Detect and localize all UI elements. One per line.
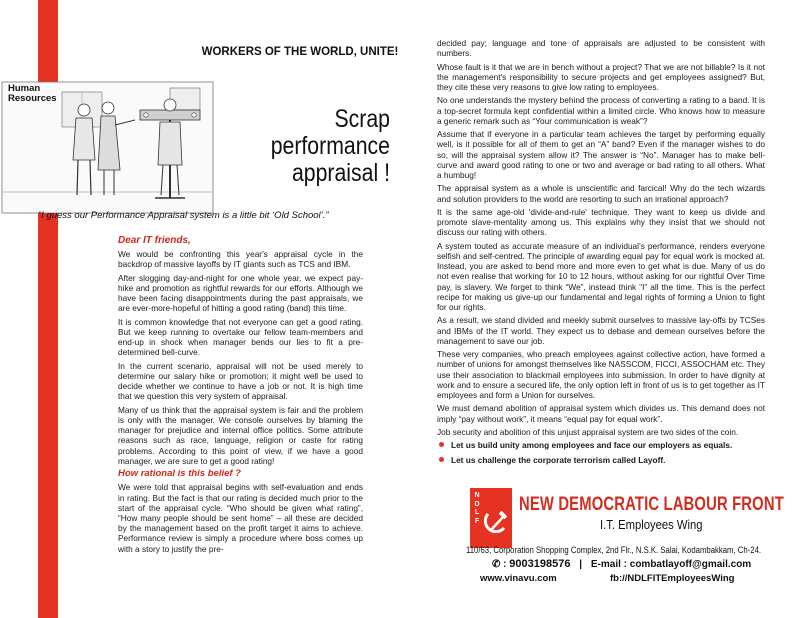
logo-letter: N xyxy=(474,492,480,499)
phone-number[interactable]: 9003198576 xyxy=(509,558,571,570)
email[interactable]: E-mail : combatlayoff@gmail.com xyxy=(590,559,752,570)
paragraph: Job security and abolition of this unjust appraisal system are two sides of the coin. xyxy=(437,426,739,437)
paragraph: No one understands the mystery behind the process of converting a rating to a band. It is a top-secret formula kept confidential within a limited circle. Who knows how to measure a generic remark such as “Your communication is weak”? xyxy=(437,95,765,126)
slogan: WORKERS OF THE WORLD, UNITE! xyxy=(201,46,399,58)
paragraph: A system touted as accurate measure of an individual’s performance, renders everyone selfish and self-centred. The principle of awarding equal pay for equal work is mocked at. Instead, you are asked to bend more and more even to get what is due. Many of us do not even realise that working for 10 to 12 hours, without asking for our rightful Over Time pay, is slavery. We forget to think “We”, instead think “I” all the time. This is the perfect recipe for making us give-up our fundamental and legal rights of forming a Union to fight for our rights. xyxy=(437,240,765,312)
facebook-link[interactable]: fb://NDLFITEmployeesWing xyxy=(610,573,735,584)
paragraph: Whose fault is it that we are in bench without a project? That we are not billable? Is it not the management's responsibility to secure projects and get employees assigned? But, they cite these very reasons to give low rating to employees. xyxy=(437,61,765,92)
separator: | xyxy=(579,559,583,570)
paragraph: decided pay; language and tone of appraisals are adjusted to be consistent with numbers. xyxy=(437,38,765,59)
web-row xyxy=(480,573,735,584)
ndlf-logo xyxy=(470,488,512,548)
paragraph: It is common knowledge that not everyone can get a good rating. But we keep running to overtake our fellow team-members and end-up in shock when manager bends our lies to fit a pre-determined bell-curve. xyxy=(118,316,363,358)
paragraph: In the current scenario, appraisal will not be used merely to determine our salary hike or promotion; it might well be used to decide whether we continue to have a job or not. It is high time that we question this very system of appraisal. xyxy=(118,360,363,402)
cartoon-hr-label-line1: Human xyxy=(8,83,41,94)
website-link[interactable]: www.vinavu.com xyxy=(480,573,557,584)
paragraph: These very companies, who preach employees against collective action, have formed a number of unions for amongst themselves like NASSCOM, FICCI, ASSOCHAM etc. They use their association to blackmail employees into submission. In order to have dignity at work and to ensure a secured life, the only option left in front of us is to get together as IT employees and form a Union for ourselves. xyxy=(437,349,765,400)
left-column xyxy=(118,236,363,557)
organization-address: 110/63, Corporation Shopping Complex, 2nd Flr., N.S.K. Salai, Kodambakkam, Ch-24. xyxy=(466,545,762,555)
contact-row xyxy=(492,558,751,570)
cartoon-hr-label-line2: Resources xyxy=(8,93,57,104)
ndlf-logo-letters xyxy=(472,492,482,526)
greeting: Dear IT friends, xyxy=(118,235,191,246)
headline-line2: performance xyxy=(270,132,390,160)
paragraph: Many of us think that the appraisal system is fair and the problem is only with the manager. We console ourselves by blaming the manager for prejudice and internal office politics. Some attribute reasons such as race, language, religion or caste for rating problems. According to this point of view, if we have a good manager, we are sure to get a good rating! xyxy=(118,404,363,466)
paragraph: We would be confronting this year's appraisal cycle in the backdrop of massive layoffs by IT giants such as TCS and IBM. xyxy=(118,249,363,270)
bullet-item: Let us challenge the corporate terrorism called Layoff. xyxy=(437,455,765,465)
paragraph: After slogging day-and-night for one whole year, we expect pay-hike and promotion as rightful rewards for our efforts. Although we have been facing disappointments during the past appraisals, we are ever-more-hopeful of hitting a good rating (band) this time. xyxy=(118,272,363,314)
headline xyxy=(250,106,390,187)
organization-wing: I.T. Employees Wing xyxy=(600,518,703,532)
paragraph: We were told that appraisal begins with self-evaluation and ends in rating. But the fact is that our rating is decided much prior to the start of the appraisal cycle. “Who should be given what rating”, “How many people should be sent home” – all these are decided by the management based on the profit target it aims to achieve. Performance review is simply a procedure where boss comes up with a story to justify the pre- xyxy=(118,482,363,554)
right-column xyxy=(437,38,765,469)
paragraph: It is the same age-old 'divide-and-rule' technique. They want to keep us divide and promote slave-mentality among us. This explains why they insist that we should not discuss our rating with others. xyxy=(437,206,765,238)
cartoon-caption: “I guess our Performance Appraisal system is a little bit ‘Old School’.” xyxy=(38,210,329,221)
phone-icon: ✆ xyxy=(492,559,501,570)
paragraph: Assume that if everyone in a particular team achieves the target by performing equally well, is it possible for all of them to get an “A” band? Even if the manager wishes to do so, will the appraisal system allow it? The answer is “No”. Manager has to make bell-curve and award good rating to one or two and average or bad rating to all others. What a humbug! xyxy=(437,129,765,180)
bullet-item: Let us build unity among employees and face our employers as equals. xyxy=(437,440,765,450)
subheading: How rational is this belief ? xyxy=(118,468,241,480)
logo-letter: F xyxy=(474,517,480,525)
paragraph: The appraisal system as a whole is unscientific and farcical! Why do the tech wizards and solution providers to the world are resorting to such an irrational approach? xyxy=(437,183,765,204)
cartoon-hr-label xyxy=(8,84,57,104)
headline-line1: Scrap xyxy=(334,105,390,133)
organization-name: NEW DEMOCRATIC LABOUR FRONT xyxy=(519,494,784,515)
bullet-list xyxy=(437,440,765,464)
paragraph: We must demand abolition of appraisal system which divides us. This demand does not imply “pay without work”, it means “equal pay for equal work”. xyxy=(437,403,765,424)
paragraph: As a result, we stand divided and meekly submit ourselves to massive lay-offs by TCSes and IBMs of the IT world. They expect us to debase and demean ourselves before the management to save our job. xyxy=(437,315,765,346)
hammer-sickle-icon xyxy=(482,508,510,536)
phone-prefix: : xyxy=(503,559,507,570)
headline-line3: appraisal ! xyxy=(291,159,390,187)
logo-letter: D xyxy=(474,500,480,508)
logo-letter: L xyxy=(474,509,480,516)
